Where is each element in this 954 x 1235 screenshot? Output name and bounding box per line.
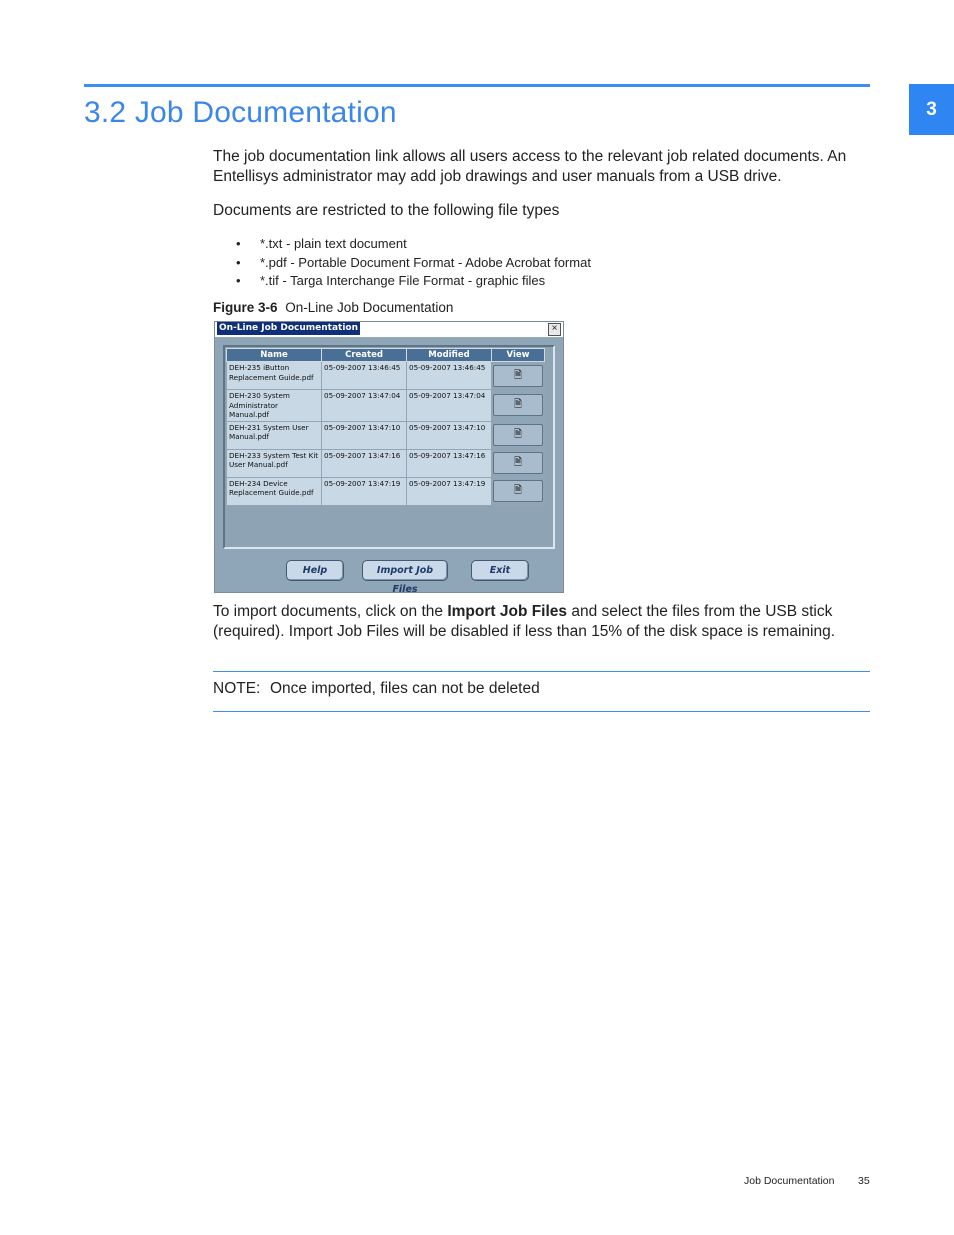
view-document-button[interactable] [493,480,543,502]
doc-name: DEH-233 System Test Kit User Manual.pdf [227,449,322,477]
doc-modified: 05-09-2007 13:46:45 [407,362,492,390]
doc-name: DEH-235 iButton Replacement Guide.pdf [227,362,322,390]
import-job-files-term: Import Job Files [447,603,568,620]
top-rule [84,84,870,87]
list-item: • *.tif - Targa Interchange File Format - graphic files [236,273,546,288]
figure-caption [213,300,453,315]
table-row[interactable] [227,421,545,449]
doc-modified: 05-09-2007 13:47:19 [407,477,492,505]
doc-modified: 05-09-2007 13:47:10 [407,421,492,449]
job-documentation-dialog [214,321,564,593]
table-header-row [227,349,545,362]
doc-created: 05-09-2007 13:47:16 [322,449,407,477]
section-title: 3.2 Job Documentation [84,96,397,129]
exit-button[interactable]: Exit [471,560,529,581]
table-row[interactable] [227,449,545,477]
doc-name: DEH-234 Device Replacement Guide.pdf [227,477,322,505]
chapter-tab: 3 [909,84,954,135]
view-document-button[interactable] [493,424,543,446]
column-header-modified[interactable]: Modified [407,349,492,362]
document-icon: 🗎 [513,457,523,468]
figure-caption-text: On-Line Job Documentation [285,300,454,315]
doc-modified: 05-09-2007 13:47:04 [407,390,492,422]
table-row[interactable] [227,477,545,505]
note-bottom-rule [213,711,870,712]
note [213,680,540,698]
help-button[interactable]: Help [286,560,344,581]
dialog-titlebar [215,322,563,338]
figure-label: Figure 3-6 [213,300,278,315]
close-icon[interactable]: × [548,323,561,336]
doc-created: 05-09-2007 13:47:10 [322,421,407,449]
doc-created: 05-09-2007 13:47:04 [322,390,407,422]
document-icon: 🗎 [513,369,523,381]
doc-modified: 05-09-2007 13:47:16 [407,449,492,477]
table-row[interactable] [227,362,545,390]
dialog-title: On-Line Job Documentation [219,323,359,333]
column-header-name[interactable]: Name [227,349,322,362]
doc-created: 05-09-2007 13:47:19 [322,477,407,505]
import-paragraph: To import documents, click on the Import Job Files and select the files from the USB stick (required). Import Job Files will be disabled if less than 15% of the disk space is remaining. [213,603,836,640]
note-text: Once imported, files can not be deleted [270,680,540,697]
doc-name: DEH-230 System Administrator Manual.pdf [227,390,322,422]
view-document-button[interactable] [493,394,543,416]
column-header-view[interactable]: View [492,349,545,362]
view-document-button[interactable] [493,365,543,387]
file-type-list [236,235,591,291]
documents-grid [223,345,555,549]
view-document-button[interactable] [493,452,543,474]
footer-page-number: 35 [858,1175,870,1187]
intro-paragraph: The job documentation link allows all users access to the relevant job related documents. An Entellisys administrator may add job drawings and user manuals from a USB drive. [213,148,847,185]
footer-section: Job Documentation [744,1175,835,1187]
import-job-files-button[interactable]: Import Job Files [362,560,448,581]
note-label: NOTE: [213,680,261,697]
note-top-rule [213,671,870,672]
document-icon: 🗎 [513,485,523,496]
table-row[interactable] [227,390,545,422]
doc-name: DEH-231 System User Manual.pdf [227,421,322,449]
list-item: • *.txt - plain text document [236,236,407,251]
document-icon: 🗎 [513,429,523,440]
documents-table [226,348,545,506]
restricted-paragraph: Documents are restricted to the following file types [213,202,560,219]
column-header-created[interactable]: Created [322,349,407,362]
document-icon: 🗎 [513,399,523,411]
doc-created: 05-09-2007 13:46:45 [322,362,407,390]
list-item: • *.pdf - Portable Document Format - Adobe Acrobat format [236,254,591,270]
